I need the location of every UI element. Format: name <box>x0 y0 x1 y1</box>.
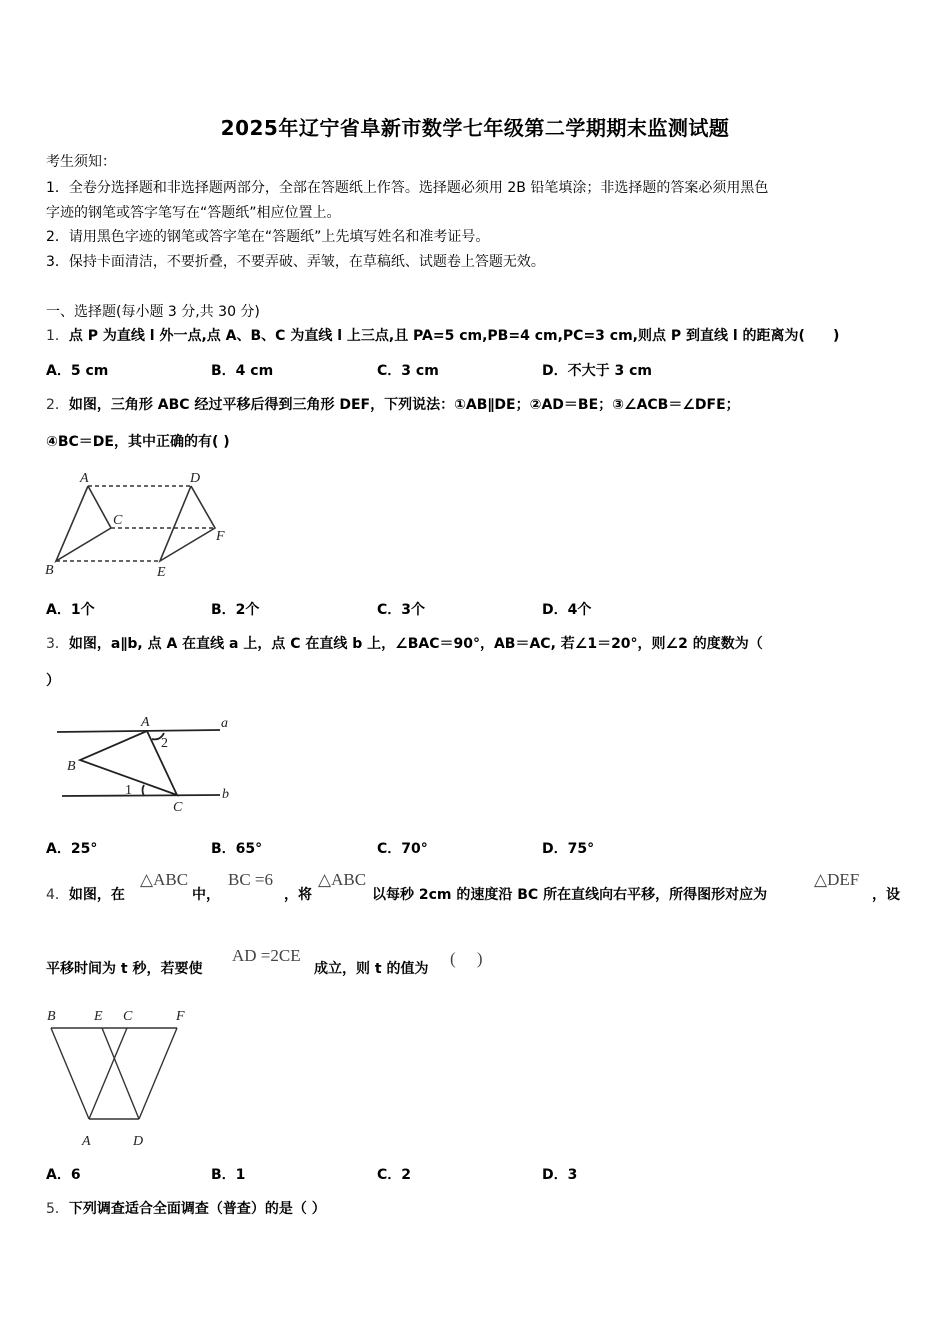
question-text: 下列调查适合全面调查（普查）的是（ ） <box>68 1201 326 1217</box>
option-a[interactable]: A．6 <box>46 1167 81 1183</box>
question-text: 成立，则 t 的值为 <box>314 961 429 977</box>
question-number: 3． <box>46 636 69 652</box>
label-A: A <box>80 471 89 486</box>
question-2-line-2: ④BC＝DE，其中正确的有( ) <box>46 434 230 450</box>
option-c[interactable]: C．2 <box>377 1167 412 1183</box>
question-text: ，将 <box>284 887 312 903</box>
question-number: 2． <box>46 397 69 413</box>
option-c[interactable]: C．3 cm <box>377 363 439 379</box>
question-1 <box>46 326 839 346</box>
option-b[interactable]: B．4 cm <box>211 363 274 379</box>
notice-line-1: 1．全卷分选择题和非选择题两部分，全部在答题纸上作答。选择题必须用 2B 铅笔填涂；非选择题的答案必须用黑色 <box>46 180 769 196</box>
option-d[interactable]: D．75° <box>542 841 595 857</box>
notice-line-2: 字迹的钢笔或答字笔写在“答题纸”相应位置上。 <box>46 205 341 221</box>
label-C: C <box>173 800 183 815</box>
question-text: 点 P 为直线 l 外一点,点 A、B、C 为直线 l 上三点,且 PA=5 cm,PB=4 cm,PC=3 cm,则点 P 到直线 l 的距离为( ) <box>68 328 840 344</box>
label-D: D <box>190 471 201 486</box>
figure-translated-triangles <box>40 462 240 587</box>
label-b: b <box>222 787 229 802</box>
label-E: E <box>94 1009 103 1024</box>
question-3-line-2: ） <box>46 673 60 689</box>
option-d[interactable]: D．3 <box>542 1167 578 1183</box>
label-E: E <box>157 565 166 580</box>
label-angle-2: 2 <box>161 736 168 751</box>
answer-blank: ( ) <box>450 949 483 968</box>
question-text: 如图，三角形 ABC 经过平移后得到三角形 DEF，下列说法：①AB∥DE；②AD＝BE；③∠ACB＝∠DFE； <box>68 397 740 413</box>
question-5 <box>46 1199 326 1219</box>
question-text: 平移时间为 t 秒，若要使 <box>46 961 203 977</box>
option-a[interactable]: A．1个 <box>46 602 95 618</box>
option-d[interactable]: D．不大于 3 cm <box>542 363 652 379</box>
label-B: B <box>67 759 76 774</box>
question-text: 如图，在 <box>68 887 125 903</box>
label-F: F <box>216 529 225 544</box>
page-title: 2025年辽宁省阜新市数学七年级第二学期期末监测试题 <box>220 116 730 140</box>
formula-bc: BC =6 <box>228 870 274 889</box>
question-4 <box>46 885 125 905</box>
option-d[interactable]: D．4个 <box>542 602 592 618</box>
label-A: A <box>82 1134 91 1149</box>
question-text: 中， <box>192 887 220 903</box>
question-number: 4． <box>46 887 69 903</box>
question-number: 5． <box>46 1201 69 1217</box>
question-3 <box>46 634 763 654</box>
option-b[interactable]: B．1 <box>211 1167 246 1183</box>
option-c[interactable]: C．3个 <box>377 602 426 618</box>
question-text: ，设 <box>872 887 900 903</box>
notice-heading: 考生须知： <box>46 154 116 170</box>
option-a[interactable]: A．5 cm <box>46 363 109 379</box>
option-a[interactable]: A．25° <box>46 841 98 857</box>
section-heading: 一、选择题(每小题 3 分,共 30 分) <box>46 304 260 320</box>
label-B: B <box>47 1009 56 1024</box>
formula-triangle-abc-2: △ABC <box>318 870 367 889</box>
figure-trapezoid-translation <box>40 1003 200 1153</box>
label-A: A <box>141 715 150 730</box>
formula-ad-2ce: AD =2CE <box>232 946 301 965</box>
label-D: D <box>133 1134 144 1149</box>
label-C: C <box>123 1009 133 1024</box>
option-c[interactable]: C．70° <box>377 841 428 857</box>
formula-triangle-def: △DEF <box>814 870 860 889</box>
label-a: a <box>221 716 228 731</box>
question-number: 1． <box>46 328 69 344</box>
option-b[interactable]: B．2个 <box>211 602 260 618</box>
label-F: F <box>176 1009 185 1024</box>
question-text: 以每秒 2cm 的速度沿 BC 所在直线向右平移，所得图形对应为 <box>372 887 768 903</box>
notice-line-3: 2．请用黑色字迹的钢笔或答字笔在“答题纸”上先填写姓名和准考证号。 <box>46 229 490 245</box>
figure-parallel-lines <box>40 708 250 818</box>
option-b[interactable]: B．65° <box>211 841 263 857</box>
label-C: C <box>113 513 123 528</box>
label-B: B <box>45 563 54 578</box>
notice-line-4: 3．保持卡面清洁，不要折叠，不要弄破、弄皱，在草稿纸、试题卷上答题无效。 <box>46 254 545 270</box>
question-2 <box>46 395 740 415</box>
label-angle-1: 1 <box>125 783 132 798</box>
question-text: 如图，a∥b, 点 A 在直线 a 上，点 C 在直线 b 上，∠BAC＝90°，AB＝AC, 若∠1＝20°，则∠2 的度数为（ <box>68 636 763 652</box>
formula-triangle-abc: △ABC <box>140 870 189 889</box>
